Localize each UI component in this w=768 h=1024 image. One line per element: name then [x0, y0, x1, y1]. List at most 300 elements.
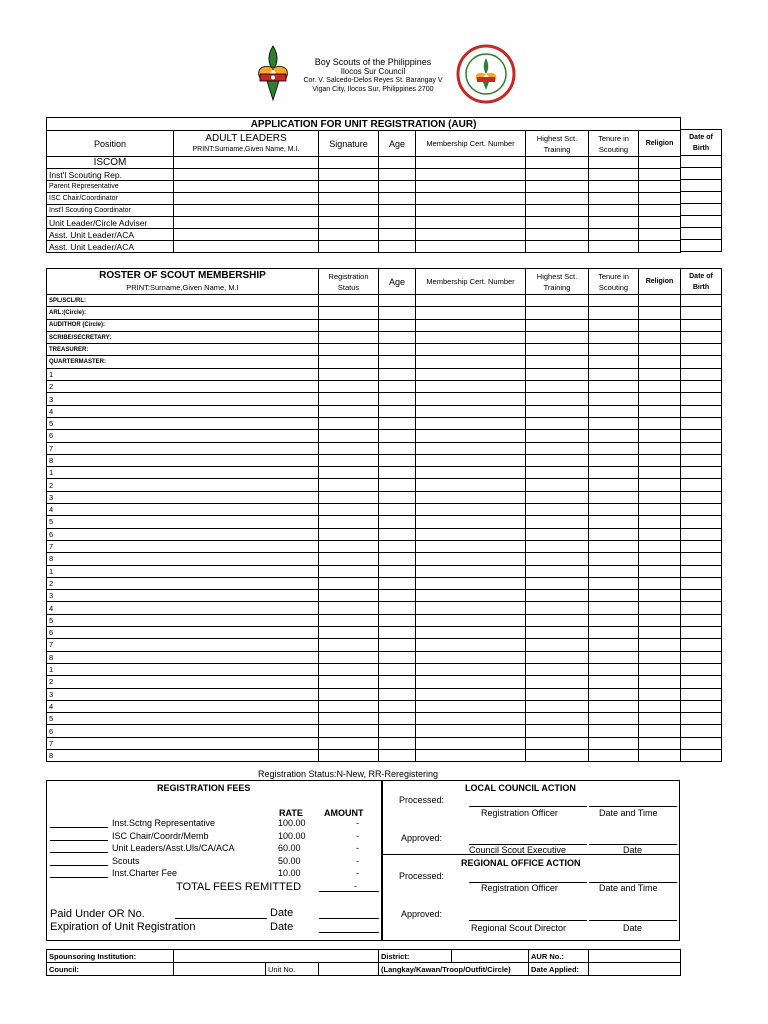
cell[interactable] [639, 504, 681, 516]
cell[interactable] [379, 217, 416, 229]
cell[interactable] [639, 614, 681, 626]
regional-processed-date-field[interactable] [589, 869, 677, 883]
cell[interactable] [526, 319, 589, 331]
cell[interactable] [639, 381, 681, 393]
cell[interactable] [589, 651, 639, 663]
cell[interactable] [526, 344, 589, 356]
cell[interactable] [526, 157, 589, 169]
cell[interactable] [639, 516, 681, 528]
cell[interactable] [589, 169, 639, 181]
cell[interactable] [589, 676, 639, 688]
cell[interactable] [379, 479, 416, 491]
cell[interactable] [681, 528, 722, 540]
cell[interactable] [589, 590, 639, 602]
cell[interactable] [319, 553, 379, 565]
cell[interactable] [416, 749, 526, 761]
cell[interactable] [379, 319, 416, 331]
cell[interactable] [681, 442, 722, 454]
cell[interactable] [681, 356, 722, 368]
cell[interactable] [416, 319, 526, 331]
cell[interactable] [589, 737, 639, 749]
cell[interactable] [681, 331, 722, 343]
cell[interactable] [319, 479, 379, 491]
cell[interactable] [416, 307, 526, 319]
or-date-field[interactable] [319, 905, 379, 919]
cell[interactable] [319, 504, 379, 516]
cell[interactable] [379, 241, 416, 253]
council-field[interactable] [174, 963, 266, 976]
cell[interactable] [639, 577, 681, 589]
cell[interactable] [681, 240, 722, 252]
cell[interactable] [589, 627, 639, 639]
cell[interactable] [681, 430, 722, 442]
cell[interactable] [589, 491, 639, 503]
cell[interactable] [589, 307, 639, 319]
cell[interactable] [681, 319, 722, 331]
cell[interactable] [379, 700, 416, 712]
cell[interactable] [379, 688, 416, 700]
cell[interactable] [639, 565, 681, 577]
cell[interactable] [639, 639, 681, 651]
cell[interactable] [681, 479, 722, 491]
cell[interactable] [416, 193, 526, 205]
cell[interactable] [526, 405, 589, 417]
cell[interactable] [379, 344, 416, 356]
cell[interactable] [589, 417, 639, 429]
cell[interactable] [319, 467, 379, 479]
cell[interactable] [589, 614, 639, 626]
cell[interactable] [379, 454, 416, 466]
cell[interactable] [639, 627, 681, 639]
cell[interactable] [379, 725, 416, 737]
cell[interactable] [526, 193, 589, 205]
cell[interactable] [639, 417, 681, 429]
cell[interactable] [526, 553, 589, 565]
cell[interactable] [589, 319, 639, 331]
cell[interactable] [319, 737, 379, 749]
cell[interactable] [174, 181, 319, 193]
cell[interactable] [416, 713, 526, 725]
fee-count-field[interactable] [50, 829, 108, 841]
cell[interactable] [379, 614, 416, 626]
cell[interactable] [589, 553, 639, 565]
cell[interactable] [639, 205, 681, 217]
cell[interactable] [319, 725, 379, 737]
cell[interactable] [526, 651, 589, 663]
cell[interactable] [526, 639, 589, 651]
cell[interactable] [681, 168, 722, 180]
cell[interactable] [526, 577, 589, 589]
cell[interactable] [416, 467, 526, 479]
cell[interactable] [416, 417, 526, 429]
cell[interactable] [589, 713, 639, 725]
cell[interactable] [589, 565, 639, 577]
date-applied-field[interactable] [589, 963, 681, 976]
cell[interactable] [639, 442, 681, 454]
cell[interactable] [681, 504, 722, 516]
cell[interactable] [416, 491, 526, 503]
cell[interactable] [416, 516, 526, 528]
cell[interactable] [416, 217, 526, 229]
cell[interactable] [526, 417, 589, 429]
cell[interactable] [589, 663, 639, 675]
cell[interactable] [416, 676, 526, 688]
cell[interactable] [526, 331, 589, 343]
cell[interactable] [681, 737, 722, 749]
cell[interactable] [416, 356, 526, 368]
cell[interactable] [319, 217, 379, 229]
cell[interactable] [639, 241, 681, 253]
cell[interactable] [416, 651, 526, 663]
cell[interactable] [639, 749, 681, 761]
cell[interactable] [681, 553, 722, 565]
cell[interactable] [639, 602, 681, 614]
cell[interactable] [319, 205, 379, 217]
cell[interactable] [589, 356, 639, 368]
cell[interactable] [379, 749, 416, 761]
cell[interactable] [174, 157, 319, 169]
cell[interactable] [681, 307, 722, 319]
cell[interactable] [416, 368, 526, 380]
cell[interactable] [589, 157, 639, 169]
cell[interactable] [379, 405, 416, 417]
cell[interactable] [589, 688, 639, 700]
cell[interactable] [526, 540, 589, 552]
cell[interactable] [319, 193, 379, 205]
cell[interactable] [639, 651, 681, 663]
cell[interactable] [589, 749, 639, 761]
cell[interactable] [379, 157, 416, 169]
cell[interactable] [174, 241, 319, 253]
regional-approved-date-field[interactable] [589, 907, 677, 921]
regional-approved-field[interactable] [469, 907, 587, 921]
cell[interactable] [319, 676, 379, 688]
cell[interactable] [379, 356, 416, 368]
cell[interactable] [379, 430, 416, 442]
cell[interactable] [319, 516, 379, 528]
cell[interactable] [681, 516, 722, 528]
cell[interactable] [526, 676, 589, 688]
cell[interactable] [416, 442, 526, 454]
cell[interactable] [639, 356, 681, 368]
sponsoring-field[interactable] [174, 950, 379, 963]
cell[interactable] [174, 229, 319, 241]
cell[interactable] [526, 700, 589, 712]
cell[interactable] [639, 229, 681, 241]
cell[interactable] [416, 454, 526, 466]
cell[interactable] [681, 663, 722, 675]
cell[interactable] [639, 700, 681, 712]
fee-count-field[interactable] [50, 866, 108, 878]
cell[interactable] [681, 405, 722, 417]
cell[interactable] [416, 157, 526, 169]
cell[interactable] [589, 193, 639, 205]
cell[interactable] [681, 295, 722, 307]
local-approved-date-field[interactable] [589, 831, 677, 845]
cell[interactable] [379, 393, 416, 405]
cell[interactable] [379, 540, 416, 552]
cell[interactable] [589, 405, 639, 417]
cell[interactable] [526, 565, 589, 577]
cell[interactable] [681, 688, 722, 700]
cell[interactable] [416, 344, 526, 356]
cell[interactable] [681, 417, 722, 429]
cell[interactable] [526, 430, 589, 442]
cell[interactable] [319, 157, 379, 169]
local-processed-officer-field[interactable] [469, 793, 587, 807]
cell[interactable] [589, 393, 639, 405]
cell[interactable] [319, 454, 379, 466]
cell[interactable] [319, 368, 379, 380]
cell[interactable] [526, 393, 589, 405]
cell[interactable] [526, 663, 589, 675]
cell[interactable] [319, 528, 379, 540]
cell[interactable] [639, 217, 681, 229]
cell[interactable] [416, 205, 526, 217]
cell[interactable] [639, 688, 681, 700]
cell[interactable] [319, 491, 379, 503]
cell[interactable] [379, 381, 416, 393]
cell[interactable] [416, 430, 526, 442]
cell[interactable] [416, 725, 526, 737]
cell[interactable] [589, 229, 639, 241]
cell[interactable] [639, 393, 681, 405]
cell[interactable] [379, 602, 416, 614]
cell[interactable] [589, 181, 639, 193]
cell[interactable] [319, 540, 379, 552]
cell[interactable] [319, 590, 379, 602]
cell[interactable] [526, 516, 589, 528]
cell[interactable] [416, 504, 526, 516]
cell[interactable] [319, 417, 379, 429]
district-field[interactable] [452, 950, 529, 963]
cell[interactable] [681, 180, 722, 192]
cell[interactable] [681, 614, 722, 626]
cell[interactable] [379, 504, 416, 516]
cell[interactable] [639, 540, 681, 552]
cell[interactable] [639, 405, 681, 417]
cell[interactable] [379, 627, 416, 639]
cell[interactable] [526, 749, 589, 761]
cell[interactable] [681, 627, 722, 639]
cell[interactable] [319, 241, 379, 253]
cell[interactable] [681, 639, 722, 651]
cell[interactable] [639, 193, 681, 205]
cell[interactable] [681, 344, 722, 356]
cell[interactable] [379, 553, 416, 565]
cell[interactable] [416, 331, 526, 343]
cell[interactable] [589, 381, 639, 393]
cell[interactable] [589, 241, 639, 253]
cell[interactable] [174, 193, 319, 205]
cell[interactable] [589, 205, 639, 217]
cell[interactable] [526, 307, 589, 319]
cell[interactable] [526, 181, 589, 193]
cell[interactable] [681, 381, 722, 393]
local-processed-date-field[interactable] [589, 793, 677, 807]
cell[interactable] [526, 491, 589, 503]
cell[interactable] [379, 528, 416, 540]
cell[interactable] [416, 590, 526, 602]
cell[interactable] [319, 430, 379, 442]
cell[interactable] [681, 602, 722, 614]
cell[interactable] [681, 368, 722, 380]
cell[interactable] [379, 307, 416, 319]
regional-processed-officer-field[interactable] [469, 869, 587, 883]
cell[interactable] [681, 651, 722, 663]
cell[interactable] [416, 241, 526, 253]
fee-count-field[interactable] [50, 841, 108, 853]
cell[interactable] [526, 479, 589, 491]
expiration-date-field[interactable] [319, 920, 379, 933]
cell[interactable] [319, 381, 379, 393]
cell[interactable] [319, 577, 379, 589]
cell[interactable] [681, 156, 722, 168]
cell[interactable] [379, 205, 416, 217]
cell[interactable] [526, 217, 589, 229]
cell[interactable] [319, 405, 379, 417]
cell[interactable] [639, 491, 681, 503]
cell[interactable] [639, 713, 681, 725]
cell[interactable] [319, 639, 379, 651]
cell[interactable] [681, 454, 722, 466]
cell[interactable] [379, 169, 416, 181]
cell[interactable] [379, 651, 416, 663]
cell[interactable] [526, 169, 589, 181]
cell[interactable] [589, 528, 639, 540]
cell[interactable] [526, 725, 589, 737]
cell[interactable] [526, 454, 589, 466]
cell[interactable] [319, 651, 379, 663]
cell[interactable] [379, 331, 416, 343]
fee-count-field[interactable] [50, 854, 108, 866]
cell[interactable] [319, 295, 379, 307]
cell[interactable] [379, 639, 416, 651]
cell[interactable] [639, 553, 681, 565]
cell[interactable] [526, 504, 589, 516]
cell[interactable] [379, 676, 416, 688]
cell[interactable] [416, 229, 526, 241]
cell[interactable] [379, 590, 416, 602]
cell[interactable] [639, 725, 681, 737]
cell[interactable] [639, 157, 681, 169]
cell[interactable] [416, 381, 526, 393]
cell[interactable] [681, 204, 722, 216]
cell[interactable] [379, 467, 416, 479]
cell[interactable] [319, 663, 379, 675]
cell[interactable] [681, 749, 722, 761]
cell[interactable] [416, 663, 526, 675]
cell[interactable] [416, 565, 526, 577]
cell[interactable] [416, 553, 526, 565]
cell[interactable] [379, 181, 416, 193]
cell[interactable] [416, 627, 526, 639]
cell[interactable] [526, 356, 589, 368]
cell[interactable] [589, 700, 639, 712]
cell[interactable] [526, 442, 589, 454]
cell[interactable] [526, 467, 589, 479]
cell[interactable] [319, 700, 379, 712]
cell[interactable] [174, 169, 319, 181]
cell[interactable] [416, 540, 526, 552]
unit-no-field[interactable] [319, 963, 379, 976]
cell[interactable] [319, 331, 379, 343]
cell[interactable] [319, 614, 379, 626]
cell[interactable] [416, 479, 526, 491]
cell[interactable] [319, 181, 379, 193]
cell[interactable] [639, 319, 681, 331]
cell[interactable] [416, 700, 526, 712]
cell[interactable] [589, 217, 639, 229]
cell[interactable] [681, 216, 722, 228]
cell[interactable] [526, 528, 589, 540]
cell[interactable] [416, 737, 526, 749]
cell[interactable] [681, 228, 722, 240]
cell[interactable] [319, 229, 379, 241]
cell[interactable] [639, 663, 681, 675]
cell[interactable] [526, 590, 589, 602]
cell[interactable] [589, 454, 639, 466]
cell[interactable] [319, 393, 379, 405]
cell[interactable] [681, 577, 722, 589]
cell[interactable] [589, 467, 639, 479]
cell[interactable] [589, 516, 639, 528]
cell[interactable] [639, 430, 681, 442]
cell[interactable] [681, 467, 722, 479]
cell[interactable] [681, 565, 722, 577]
cell[interactable] [319, 688, 379, 700]
cell[interactable] [416, 602, 526, 614]
cell[interactable] [174, 217, 319, 229]
cell[interactable] [379, 516, 416, 528]
cell[interactable] [379, 713, 416, 725]
cell[interactable] [589, 540, 639, 552]
cell[interactable] [589, 577, 639, 589]
cell[interactable] [589, 368, 639, 380]
cell[interactable] [526, 241, 589, 253]
cell[interactable] [526, 381, 589, 393]
cell[interactable] [589, 602, 639, 614]
cell[interactable] [416, 393, 526, 405]
fee-count-field[interactable] [50, 816, 108, 828]
cell[interactable] [319, 307, 379, 319]
cell[interactable] [681, 491, 722, 503]
cell[interactable] [526, 614, 589, 626]
cell[interactable] [319, 713, 379, 725]
cell[interactable] [639, 590, 681, 602]
cell[interactable] [526, 229, 589, 241]
cell[interactable] [589, 725, 639, 737]
or-number-field[interactable] [175, 905, 267, 919]
aur-no-field[interactable] [589, 950, 681, 963]
cell[interactable] [639, 307, 681, 319]
cell[interactable] [416, 405, 526, 417]
cell[interactable] [639, 528, 681, 540]
cell[interactable] [639, 295, 681, 307]
cell[interactable] [379, 491, 416, 503]
cell[interactable] [681, 393, 722, 405]
cell[interactable] [416, 295, 526, 307]
cell[interactable] [589, 344, 639, 356]
cell[interactable] [379, 442, 416, 454]
cell[interactable] [319, 356, 379, 368]
cell[interactable] [639, 331, 681, 343]
cell[interactable] [379, 417, 416, 429]
cell[interactable] [379, 295, 416, 307]
cell[interactable] [681, 540, 722, 552]
cell[interactable] [526, 602, 589, 614]
cell[interactable] [379, 663, 416, 675]
